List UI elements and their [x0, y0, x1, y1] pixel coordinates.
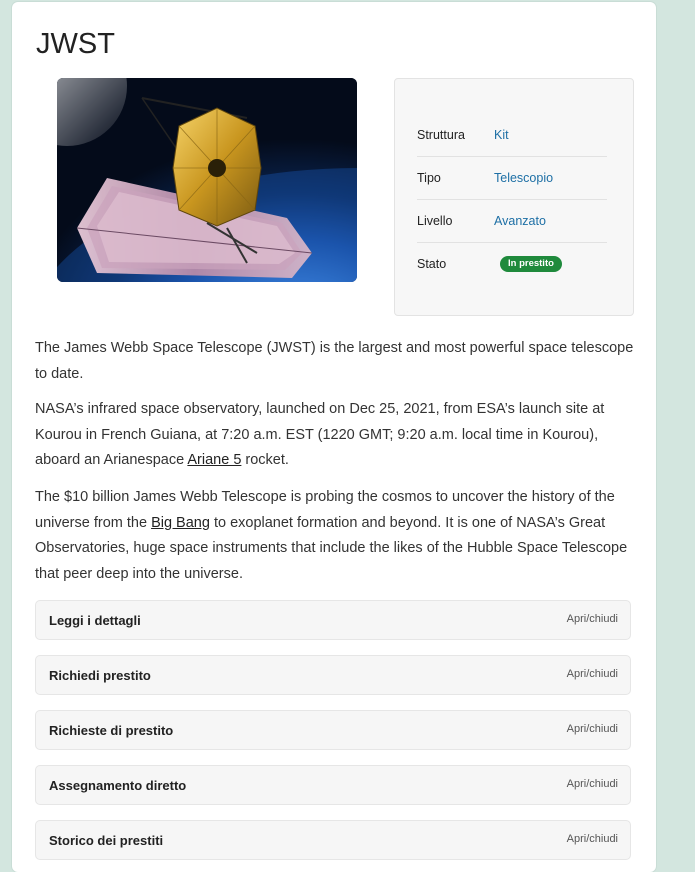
info-row-tipo: [417, 157, 607, 200]
accordion-title: Storico dei prestiti: [49, 833, 164, 848]
accordion-toggle[interactable]: Apri/chiudi: [566, 778, 618, 790]
accordion-assegnamento-diretto[interactable]: [35, 765, 631, 805]
accordion-richieste-prestito[interactable]: [35, 710, 631, 750]
info-row-stato: [417, 243, 607, 285]
accordion-storico-prestiti[interactable]: [35, 820, 631, 860]
livello-link[interactable]: Avanzato: [494, 214, 546, 228]
accordion-toggle[interactable]: Apri/chiudi: [566, 668, 618, 680]
struttura-link[interactable]: Kit: [494, 128, 509, 142]
info-row-livello: [417, 200, 607, 243]
description-text: to exoplanet formation and beyond. It is one of NASA’s Great Observatories, huge space instruments that include the likes of the Hubble Space Telescope that peer deep into the universe.: [35, 514, 628, 582]
info-label: Struttura: [417, 128, 465, 142]
description-paragraph-1: The James Webb Space Telescope (JWST) is the largest and most powerful space telescope to date.: [35, 340, 634, 382]
accordion-title: Assegnamento diretto: [49, 778, 187, 793]
big-bang-link[interactable]: Big Bang: [151, 514, 210, 531]
accordion-leggi-dettagli[interactable]: [35, 600, 631, 640]
info-panel: [394, 78, 634, 316]
accordion-toggle[interactable]: Apri/chiudi: [566, 613, 618, 625]
description-text: The $10 billion James Webb Telescope is probing the cosmos to uncover the history of the universe from the: [35, 489, 615, 531]
item-card: [12, 2, 656, 872]
info-label: Tipo: [417, 171, 441, 185]
tipo-link[interactable]: Telescopio: [494, 171, 554, 185]
info-label: Stato: [417, 257, 447, 271]
telescope-image: [57, 78, 357, 282]
description-paragraph-3: [35, 485, 635, 587]
accordion-title: Leggi i dettagli: [49, 613, 141, 628]
status-badge: In prestito: [500, 256, 562, 272]
jwst-illustration: [57, 78, 357, 282]
description-text: rocket.: [241, 452, 289, 468]
accordion-toggle[interactable]: Apri/chiudi: [566, 723, 618, 735]
info-row-struttura: [417, 114, 607, 157]
accordion-richiedi-prestito[interactable]: [35, 655, 631, 695]
ariane-5-link[interactable]: Ariane 5: [187, 452, 242, 468]
accordion-title: Richiedi prestito: [49, 668, 151, 683]
description-text: NASA’s infrared space observatory, launched on Dec 25, 2021, from ESA’s launch site at Kourou in French Guiana, at 7:20 a.m. EST (1220 GMT; 9:20 a.m. local time in Kourou), aboard an Arianespace: [35, 401, 605, 468]
info-label: Livello: [417, 214, 453, 228]
accordion-title: Richieste di prestito: [49, 723, 174, 738]
description-paragraph-2: [35, 397, 635, 474]
accordion-toggle[interactable]: Apri/chiudi: [566, 833, 618, 845]
page-title: JWST: [36, 28, 115, 60]
